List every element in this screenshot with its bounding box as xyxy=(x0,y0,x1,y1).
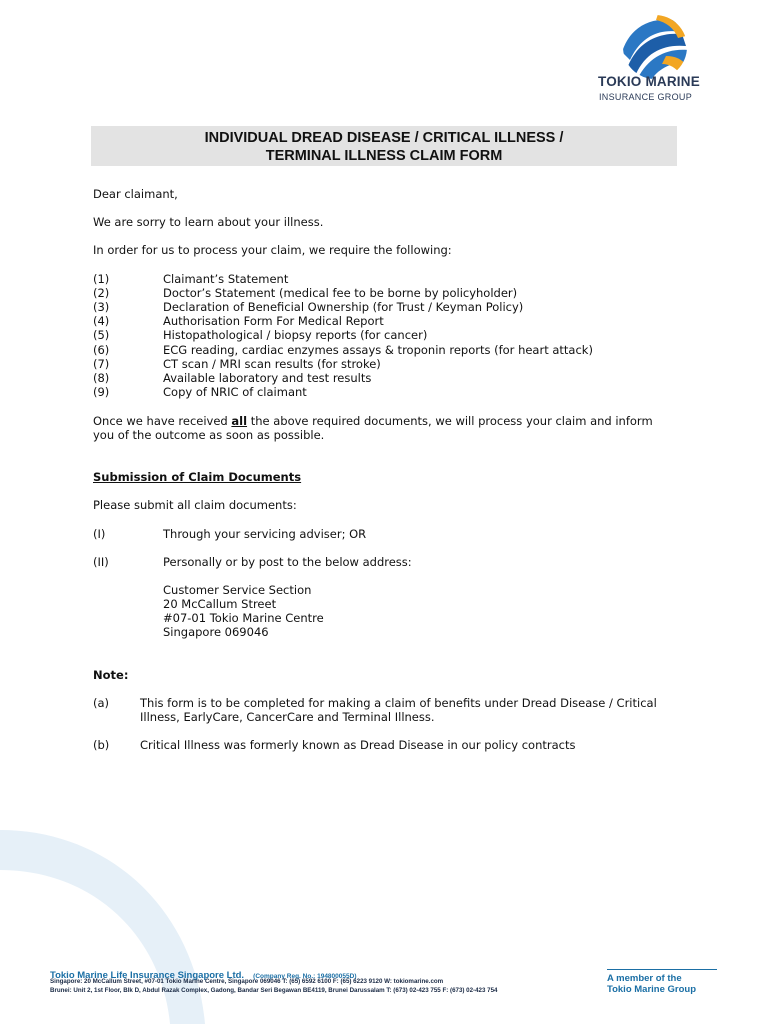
list-item-number: (1) xyxy=(93,272,110,286)
list-item-number: (8) xyxy=(93,371,110,385)
footer-company-name: Tokio Marine Life Insurance Singapore Ltd. xyxy=(50,970,245,981)
list-item: CT scan / MRI scan results (for stroke) xyxy=(163,357,381,371)
address-line: #07-01 Tokio Marine Centre xyxy=(163,611,324,625)
option-text: Personally or by post to the below address: xyxy=(163,555,412,569)
logo-name: TOKIO MARINE xyxy=(598,74,700,89)
note-heading: Note: xyxy=(93,668,129,682)
note-label: (a) xyxy=(93,696,110,710)
list-item: Doctor’s Statement (medical fee to be borne by policyholder) xyxy=(163,286,518,300)
processing-note-post: the above required documents, we will process your claim and inform xyxy=(247,414,653,428)
list-item-number: (4) xyxy=(93,314,110,328)
list-item-number: (2) xyxy=(93,286,110,300)
sorry-text: We are sorry to learn about your illness. xyxy=(93,215,324,229)
processing-note-line-2: you of the outcome as soon as possible. xyxy=(93,428,325,442)
list-item: Copy of NRIC of claimant xyxy=(163,385,307,399)
processing-note-emphasis: all xyxy=(231,414,248,428)
processing-note-line-1 xyxy=(93,414,653,428)
processing-note-pre: Once we have received xyxy=(93,414,232,428)
require-text: In order for us to process your claim, we require the following: xyxy=(93,243,452,257)
list-item-number: (7) xyxy=(93,357,110,371)
note-text: This form is to be completed for making a claim of benefits under Dread Disease / Critical xyxy=(140,696,657,710)
form-title-line-1: INDIVIDUAL DREAD DISEASE / CRITICAL ILLNESS / xyxy=(204,130,564,146)
list-item-number: (5) xyxy=(93,328,110,342)
company-logo xyxy=(598,12,708,108)
option-label: (I) xyxy=(93,527,106,541)
list-item-number: (3) xyxy=(93,300,110,314)
list-item: Available laboratory and test results xyxy=(163,371,372,385)
logo-emblem-icon xyxy=(620,12,690,82)
option-text: Through your servicing adviser; OR xyxy=(163,527,367,541)
list-item: Histopathological / biopsy reports (for cancer) xyxy=(163,328,428,342)
list-item: Claimant’s Statement xyxy=(163,272,289,286)
form-title-box xyxy=(91,126,677,166)
address-line: Customer Service Section xyxy=(163,583,312,597)
footer xyxy=(50,963,730,1003)
submission-intro: Please submit all claim documents: xyxy=(93,498,297,512)
footer-divider xyxy=(607,969,717,970)
note-label: (b) xyxy=(93,738,110,752)
member-line-1: A member of the xyxy=(607,973,682,984)
note-text: Illness, EarlyCare, CancerCare and Terminal Illness. xyxy=(140,710,435,724)
list-item: Authorisation Form For Medical Report xyxy=(163,314,384,328)
list-item-number: (6) xyxy=(93,343,110,357)
note-text: Critical Illness was formerly known as Dread Disease in our policy contracts xyxy=(140,738,576,752)
option-label: (II) xyxy=(93,555,109,569)
address-line: 20 McCallum Street xyxy=(163,597,277,611)
footer-address-brunei: Brunei: Unit 2, 1st Floor, Blk D, Abdul Razak Complex, Gadong, Bandar Seri Begawan BE4119, Brunei Darussalam T: (673) 02-423 755 F: (673) 02-423 754 xyxy=(50,987,498,994)
address-line: Singapore 069046 xyxy=(163,625,269,639)
form-title-line-2: TERMINAL ILLNESS CLAIM FORM xyxy=(265,148,503,164)
logo-subtitle: INSURANCE GROUP xyxy=(599,92,693,102)
list-item: Declaration of Beneficial Ownership (for Trust / Keyman Policy) xyxy=(163,300,524,314)
footer-address-singapore: Singapore: 20 McCallum Street, #07-01 Tokio Marine Centre, Singapore 069046 T: (65) 6592 6100 F: (65) 6223 9120 W: tokiomarine.com xyxy=(50,978,444,985)
list-item: ECG reading, cardiac enzymes assays & troponin reports (for heart attack) xyxy=(163,343,593,357)
greeting: Dear claimant, xyxy=(93,187,178,201)
list-item-number: (9) xyxy=(93,385,110,399)
footer-company-reg: (Company Reg. No.: 194800055D) xyxy=(253,973,357,980)
member-line-2: Tokio Marine Group xyxy=(607,984,697,995)
submission-heading: Submission of Claim Documents xyxy=(93,470,302,484)
